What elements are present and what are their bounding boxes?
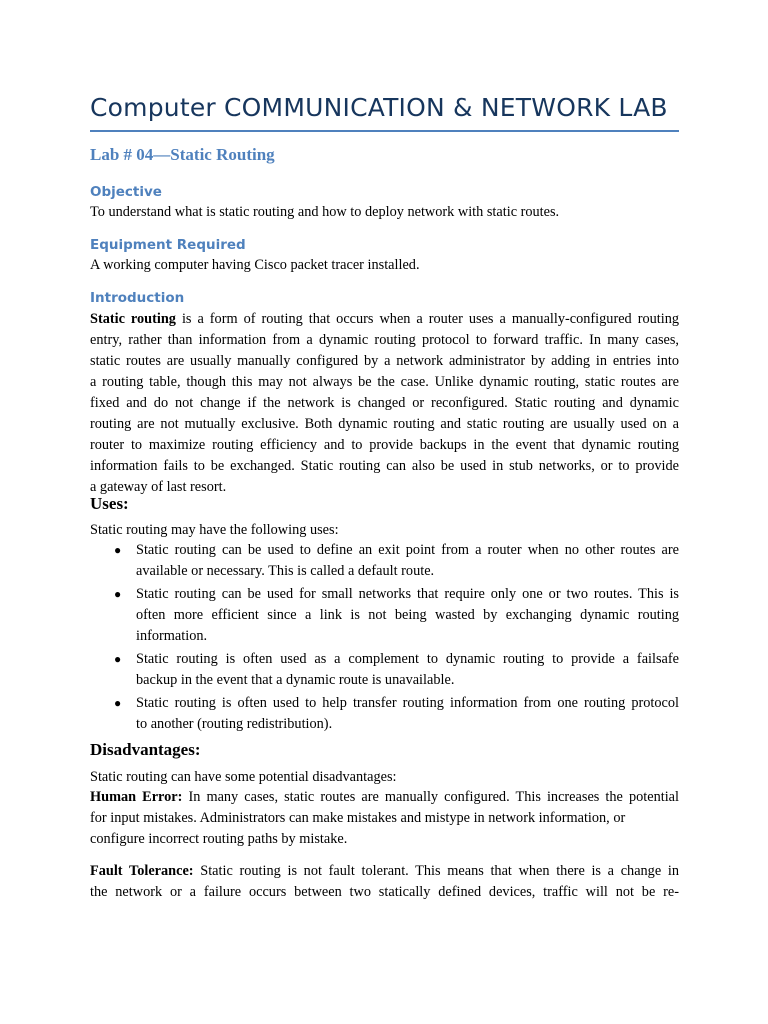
equipment-text: [90, 255, 679, 276]
introduction-paragraph: [90, 309, 679, 498]
disadvantages-intro: Static routing can have some potential disadvantages:: [90, 769, 397, 785]
intro-line: fixed and do not change if the network is changed or reconfigured. Static routing and dynamic: [90, 395, 679, 411]
human-error-label: Human Error:: [90, 789, 183, 805]
intro-line: a routing table, though this may not always be the case. Unlike dynamic routing, static routes are: [90, 374, 679, 390]
intro-line: router to maximize routing efficiency and to provide backups in the event that dynamic routing: [90, 437, 679, 453]
bullet-icon: ●: [114, 587, 122, 601]
disadvantages-heading: Disadvantages:: [90, 740, 201, 759]
list-item: ● Static routing can be used to define an exit point from a router when no other routes are available or necessary. This is called a default route.: [114, 542, 679, 579]
equipment-line: A working computer having Cisco packet tracer installed.: [90, 257, 420, 273]
document-title: Computer COMMUNICATION & NETWORK LAB: [90, 93, 668, 122]
intro-line: a gateway of last resort.: [90, 479, 227, 495]
list-item: ● Static routing can be used for small networks that require only one or two routes. This is often more efficient since a link is not being wasted by exchanging dynamic routing information.: [114, 586, 679, 644]
title-underline: [90, 130, 679, 132]
list-item: ● Static routing is often used as a complement to dynamic routing to provide a failsafe backup in the event that a dynamic route is unavailable.: [114, 651, 679, 688]
human-error-paragraph: Human Error: In many cases, static routes are manually configured. This increases the potential for input mistakes. Administrators can make mistakes and mistype in network information, or configure incorrect routing paths by mistake.: [90, 789, 679, 847]
intro-line: Static routing is a form of routing that occurs when a router uses a manually-configured routing: [90, 311, 679, 327]
bullet-icon: ●: [114, 543, 122, 557]
introduction-heading: Introduction: [90, 290, 185, 306]
intro-line: entry, rather than information from a dynamic routing protocol to forward traffic. In many cases,: [90, 332, 679, 348]
list-item: ● Static routing is often used to help transfer routing information from one routing protocol to another (routing redistribution).: [114, 695, 679, 732]
objective-text: [90, 202, 679, 223]
objective-heading: Objective: [90, 184, 162, 200]
uses-intro: Static routing may have the following uses:: [90, 522, 339, 538]
uses-bullet-list: [90, 540, 679, 737]
lab-heading: Lab # 04—Static Routing: [90, 145, 275, 164]
bullet-icon: ●: [114, 696, 122, 710]
uses-heading: Uses:: [90, 494, 129, 513]
intro-bold-lead: Static routing: [90, 311, 176, 327]
fault-tolerance-label: Fault Tolerance:: [90, 863, 194, 879]
fault-tolerance-paragraph: Fault Tolerance: Static routing is not fault tolerant. This means that when there is a change in the network or a failure occurs between two statically defined devices, traffic will not be re-: [90, 863, 679, 900]
equipment-heading: Equipment Required: [90, 237, 246, 253]
intro-line: static routes are usually manually configured by a network administrator by adding in entries into: [90, 353, 679, 369]
objective-line: To understand what is static routing and how to deploy network with static routes.: [90, 204, 560, 220]
intro-line: information fails to be exchanged. Static routing can also be used in stub networks, or to provide: [90, 458, 679, 474]
intro-line: routing are not mutually exclusive. Both dynamic routing and static routing are usually used on a: [90, 416, 679, 432]
bullet-icon: ●: [114, 652, 122, 666]
